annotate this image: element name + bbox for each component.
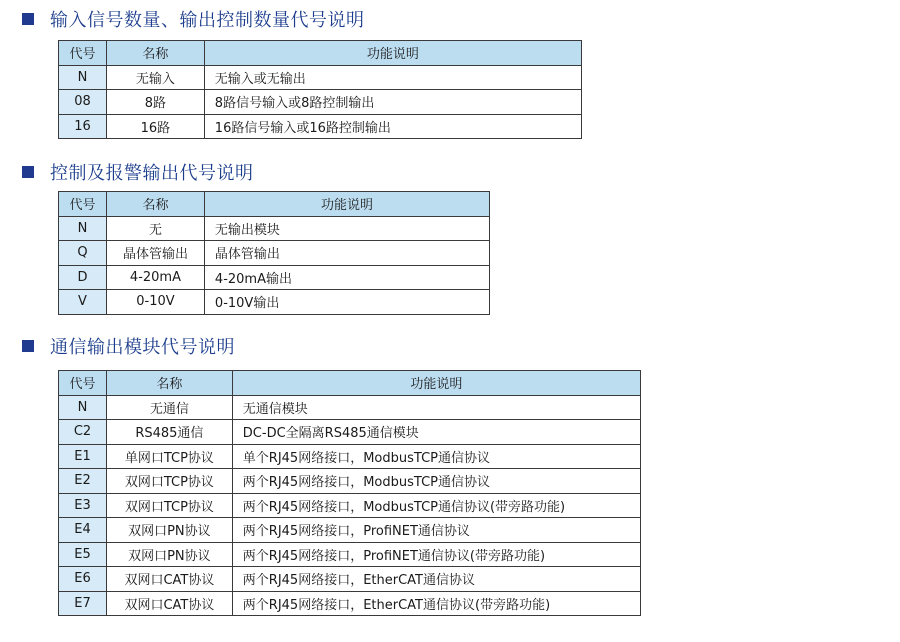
cell-code: Q: [59, 241, 107, 266]
table-row: [59, 591, 641, 616]
cell-code: 08: [59, 90, 107, 115]
cell-description: 两个RJ45网络接口，ProfiNET通信协议: [232, 518, 640, 543]
square-bullet-icon: [22, 13, 34, 25]
cell-description: 两个RJ45网络接口，EtherCAT通信协议(带旁路功能): [232, 591, 640, 616]
cell-description: 4-20mA输出: [204, 265, 489, 290]
cell-code: 16: [59, 114, 107, 139]
cell-code: E2: [59, 469, 107, 494]
section-3-title-text: 通信输出模块代号说明: [50, 337, 235, 358]
cell-name: RS485通信: [106, 420, 232, 445]
table-header-row: [59, 41, 582, 66]
cell-description: DC-DC全隔离RS485通信模块: [232, 420, 640, 445]
table-io-count: [58, 40, 582, 139]
header-code: 代号: [59, 41, 107, 66]
cell-code: N: [59, 216, 107, 241]
cell-description: 无输出模块: [204, 216, 489, 241]
table-control-output: [58, 191, 490, 315]
cell-name: 双网口PN协议: [106, 518, 232, 543]
table-row: [59, 265, 490, 290]
header-code: 代号: [59, 192, 107, 217]
square-bullet-icon: [22, 340, 34, 352]
table-row: [59, 518, 641, 543]
cell-name: 无: [106, 216, 204, 241]
table-row: [59, 290, 490, 315]
cell-name: 双网口CAT协议: [106, 591, 232, 616]
cell-code: E7: [59, 591, 107, 616]
cell-code: N: [59, 395, 107, 420]
cell-code: V: [59, 290, 107, 315]
cell-description: 单个RJ45网络接口，ModbusTCP通信协议: [232, 444, 640, 469]
table-row: [59, 241, 490, 266]
table-row: [59, 444, 641, 469]
table-row: [59, 90, 582, 115]
cell-name: 双网口CAT协议: [106, 567, 232, 592]
cell-name: 单网口TCP协议: [106, 444, 232, 469]
section-1-title-text: 输入信号数量、输出控制数量代号说明: [50, 10, 365, 31]
header-description: 功能说明: [204, 192, 489, 217]
cell-description: 两个RJ45网络接口，ModbusTCP通信协议(带旁路功能): [232, 493, 640, 518]
cell-code: E6: [59, 567, 107, 592]
section-2-title-text: 控制及报警输出代号说明: [50, 163, 254, 184]
cell-name: 晶体管输出: [106, 241, 204, 266]
cell-name: 16路: [106, 114, 204, 139]
table-row: [59, 493, 641, 518]
table-row: [59, 567, 641, 592]
cell-code: D: [59, 265, 107, 290]
cell-code: C2: [59, 420, 107, 445]
header-description: 功能说明: [204, 41, 581, 66]
table-header-row: [59, 371, 641, 396]
table-row: [59, 114, 582, 139]
cell-code: E4: [59, 518, 107, 543]
cell-description: 无输入或无输出: [204, 65, 581, 90]
cell-name: 双网口TCP协议: [106, 469, 232, 494]
cell-name: 无通信: [106, 395, 232, 420]
cell-description: 0-10V输出: [204, 290, 489, 315]
header-name: 名称: [106, 41, 204, 66]
header-code: 代号: [59, 371, 107, 396]
table-row: [59, 469, 641, 494]
table-comm-module: [58, 370, 641, 616]
cell-name: 8路: [106, 90, 204, 115]
table-row: [59, 420, 641, 445]
cell-name: 双网口TCP协议: [106, 493, 232, 518]
table-row: [59, 395, 641, 420]
square-bullet-icon: [22, 166, 34, 178]
cell-description: 16路信号输入或16路控制输出: [204, 114, 581, 139]
header-description: 功能说明: [232, 371, 640, 396]
section-3-title: [22, 333, 235, 359]
cell-code: E1: [59, 444, 107, 469]
cell-description: 两个RJ45网络接口，ProfiNET通信协议(带旁路功能): [232, 542, 640, 567]
header-name: 名称: [106, 371, 232, 396]
cell-name: 4-20mA: [106, 265, 204, 290]
cell-code: E5: [59, 542, 107, 567]
table-row: [59, 65, 582, 90]
cell-name: 0-10V: [106, 290, 204, 315]
cell-description: 无通信模块: [232, 395, 640, 420]
cell-code: N: [59, 65, 107, 90]
cell-name: 无输入: [106, 65, 204, 90]
cell-description: 两个RJ45网络接口，EtherCAT通信协议: [232, 567, 640, 592]
header-name: 名称: [106, 192, 204, 217]
table-header-row: [59, 192, 490, 217]
table-row: [59, 216, 490, 241]
section-2-title: [22, 159, 254, 185]
cell-description: 8路信号输入或8路控制输出: [204, 90, 581, 115]
cell-description: 两个RJ45网络接口，ModbusTCP通信协议: [232, 469, 640, 494]
cell-code: E3: [59, 493, 107, 518]
cell-name: 双网口PN协议: [106, 542, 232, 567]
section-1-title: [22, 6, 365, 32]
table-row: [59, 542, 641, 567]
cell-description: 晶体管输出: [204, 241, 489, 266]
